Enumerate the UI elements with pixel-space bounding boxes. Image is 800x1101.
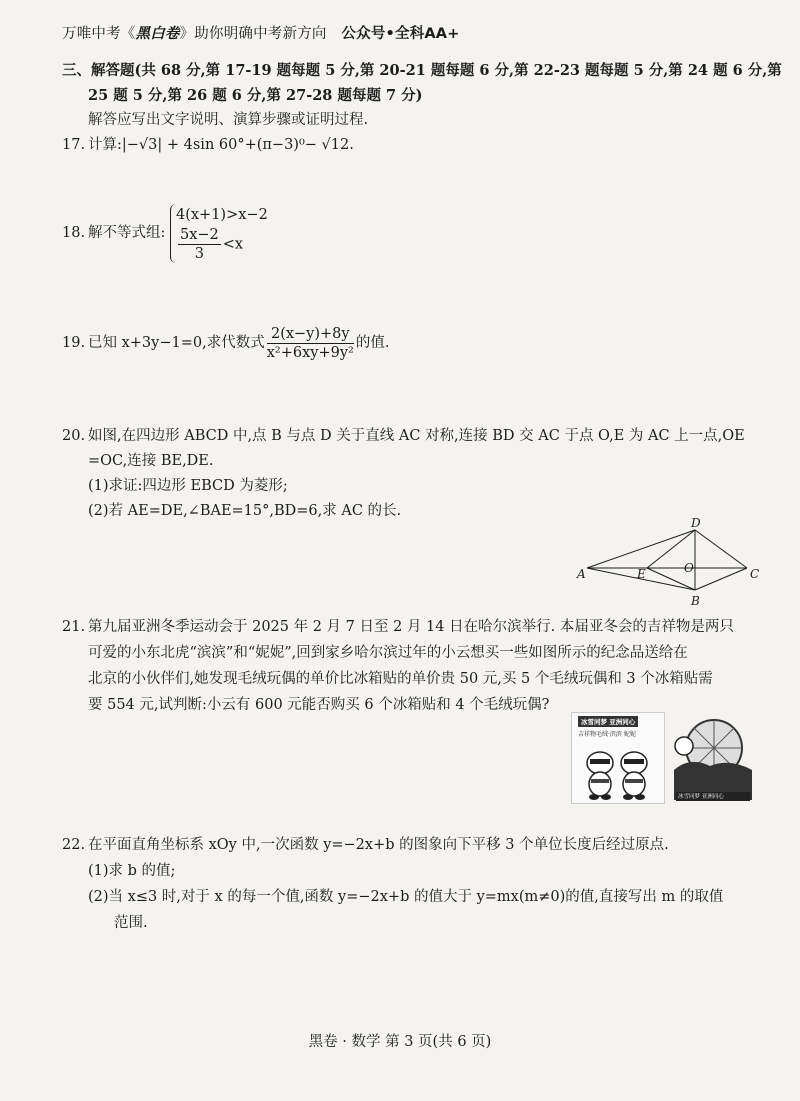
q18-inequality-system xyxy=(170,204,268,263)
header-prefix: 万唯中考《 xyxy=(62,26,136,42)
q18-number: 18. xyxy=(62,225,86,241)
q19-fraction xyxy=(267,325,354,362)
question-22 xyxy=(62,832,782,936)
q17-number: 17. xyxy=(62,137,86,153)
page-header xyxy=(62,22,460,43)
section-title: 三、解答题(共 68 分,第 17-19 题每题 5 分,第 20-21 题每题 6 分,第 22-23 题每题 5 分,第 24 题 6 分,第 xyxy=(62,62,782,79)
q17-text: 计算:|−√3| + 4sin 60°+(π−3)⁰− √12. xyxy=(88,137,354,153)
plush-toy-photo xyxy=(571,712,665,804)
q18-frac-denominator: 3 xyxy=(194,246,204,262)
q20-quadrilateral-figure xyxy=(575,518,765,610)
q22-number: 22. xyxy=(62,837,86,853)
q21-line1: 第九届亚洲冬季运动会于 2025 年 2 月 7 日至 2 月 14 日在哈尔滨举行. 本届亚冬会的吉祥物是两只 xyxy=(88,619,734,635)
q21-line4: 要 554 元,试判断:小云有 600 元能否购买 6 个冰箱贴和 4 个毛绒玩偶? xyxy=(88,697,550,713)
plush-photo-slogan: 冰雪同梦 亚洲同心 xyxy=(578,716,638,727)
q20-part1: (1)求证:四边形 EBCD 为菱形; xyxy=(88,478,288,494)
plush-photo-caption: 吉祥物毛绒·滨滨 妮妮 xyxy=(578,731,636,738)
q20-line2: =OC,连接 BE,DE. xyxy=(88,453,214,469)
q18-frac-numerator: 5x−2 xyxy=(180,227,219,243)
q22-part1: (1)求 b 的值; xyxy=(88,863,176,879)
q21-line2: 可爱的小东北虎“滨滨”和“妮妮”,回到家乡哈尔滨过年的小云想买一些如图所示的纪念品送给在 xyxy=(88,645,688,661)
q18-fraction xyxy=(178,226,221,263)
section-instruction: 解答应写出文字说明、演算步骤或证明过程. xyxy=(88,112,369,128)
mascot-nini-icon xyxy=(621,752,647,800)
q19-frac-denominator: x²+6xy+9y² xyxy=(266,345,354,361)
line-BC xyxy=(695,568,747,590)
header-wechat: 公众号•全科AA+ xyxy=(341,26,460,42)
q18-inequality-1: 4(x+1)>x−2 xyxy=(176,207,268,223)
q18-inequality-2-rest: <x xyxy=(222,236,244,253)
q19-frac-numerator: 2(x−y)+8y xyxy=(267,325,354,344)
section-title-line2: 25 题 5 分,第 26 题 6 分,第 27-28 题每题 7 分) xyxy=(88,87,423,104)
q20-part2: (2)若 AE=DE,∠BAE=15°,BD=6,求 AC 的长. xyxy=(88,503,402,519)
page-footer: 黑卷 · 数学 第 3 页(共 6 页) xyxy=(308,1034,492,1050)
q21-number: 21. xyxy=(62,619,86,635)
q18-text: 解不等式组: xyxy=(88,225,166,241)
label-C: C xyxy=(750,567,760,581)
q19-text-after: 的值. xyxy=(355,335,390,351)
mascot-plush-illustration xyxy=(572,713,664,803)
line-AD xyxy=(587,530,695,568)
mascot-binbin-icon xyxy=(587,752,613,800)
q21-line3: 北京的小伙伴们,她发现毛绒玩偶的单价比冰箱贴的单价贵 50 元,买 5 个毛绒玩偶和 3 个冰箱贴需 xyxy=(88,671,713,687)
q19-number: 19. xyxy=(62,335,86,351)
question-21 xyxy=(62,614,782,718)
question-20 xyxy=(62,424,782,524)
mascot-head-icon xyxy=(675,737,693,755)
label-B: B xyxy=(691,594,700,608)
label-O: O xyxy=(684,561,694,575)
header-suffix: 》助你明确中考新方向 xyxy=(179,26,327,42)
question-18 xyxy=(62,204,268,263)
q22-part2: (2)当 x≤3 时,对于 x 的每一个值,函数 y=−2x+b 的值大于 y=mx(m≠0)的值,直接写出 m 的取值 xyxy=(88,889,724,905)
header-brand: 黑白卷 xyxy=(135,26,180,42)
question-19 xyxy=(62,325,389,362)
magnet-photo-slogan: 冰雪同梦 亚洲同心 xyxy=(678,794,724,800)
line-DC xyxy=(695,530,747,568)
fridge-magnet-photo xyxy=(670,708,756,808)
question-17 xyxy=(62,133,354,158)
q22-part2-line2: 范围. xyxy=(114,915,148,931)
q20-number: 20. xyxy=(62,428,86,444)
q22-line1: 在平面直角坐标系 xOy 中,一次函数 y=−2x+b 的图象向下平移 3 个单位长度后经过原点. xyxy=(88,837,669,853)
q19-text-before: 已知 x+3y−1=0,求代数式 xyxy=(88,335,265,351)
section-heading xyxy=(62,58,782,133)
label-A: A xyxy=(577,567,586,581)
q20-line1: 如图,在四边形 ABCD 中,点 B 与点 D 关于直线 AC 对称,连接 BD 交 AC 于点 O,E 为 AC 上一点,OE xyxy=(88,428,745,444)
label-E: E xyxy=(637,567,646,581)
label-D: D xyxy=(691,518,701,530)
